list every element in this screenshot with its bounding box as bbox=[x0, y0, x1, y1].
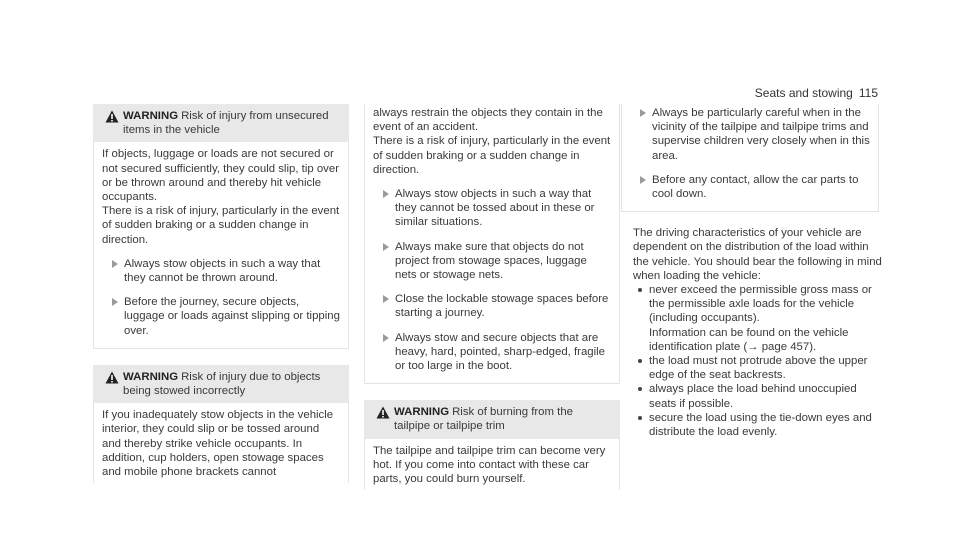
warning-header bbox=[93, 104, 349, 142]
column-2 bbox=[364, 104, 620, 490]
step-item: Before any contact, allow the car parts to cool down. bbox=[630, 173, 870, 201]
warning-body bbox=[93, 403, 349, 483]
warning-title: Risk of injury due to objects being stowed incorrectly bbox=[123, 370, 321, 398]
column-3 bbox=[621, 104, 883, 439]
warning-keyword: WARNING bbox=[394, 406, 450, 419]
warning-continuation bbox=[364, 104, 620, 384]
warning-triangle-icon bbox=[105, 371, 119, 384]
arrow-right-icon bbox=[112, 260, 118, 268]
step-item: Always stow and secure objects that are heavy, hard, pointed, sharp-edged, fragile or too large in the boot. bbox=[373, 331, 611, 374]
loading-info bbox=[621, 226, 883, 439]
step-item: Always stow objects in such a way that they cannot be tossed about in these or similar situations. bbox=[373, 187, 611, 230]
warning-body bbox=[93, 142, 349, 348]
bullet-icon bbox=[638, 387, 642, 391]
section-title: Seats and stowing bbox=[754, 86, 853, 100]
arrow-right-icon bbox=[383, 243, 389, 251]
warning-paragraph: The tailpipe and tailpipe trim can become very hot. If you come into contact with these car parts, you could burn yourself. bbox=[373, 444, 606, 486]
warning-title: Risk of injury from unsecured items in the vehicle bbox=[123, 110, 329, 137]
step-item: Always stow objects in such a way that they cannot be thrown around. bbox=[102, 257, 340, 285]
arrow-right-icon bbox=[112, 298, 118, 306]
arrow-right-icon bbox=[383, 334, 389, 342]
step-item: Before the journey, secure objects, luggage or loads against slipping or tipping over. bbox=[102, 295, 340, 338]
page-number: 115 bbox=[858, 86, 878, 100]
warning-paragraph: always restrain the objects they contain in the event of an accident. bbox=[373, 107, 603, 134]
arrow-right-icon bbox=[383, 190, 389, 198]
list-item: the load must not protrude above the upper edge of the seat backrests. bbox=[633, 354, 883, 382]
list-item: always place the load behind unoccupied seats if possible. bbox=[633, 382, 883, 410]
intro-paragraph: The driving characteristics of your vehicle are dependent on the distribution of the load within the vehicle. You should bear the following in mind when loading the vehicle: bbox=[633, 227, 882, 282]
arrow-right-icon bbox=[640, 176, 646, 184]
warning-paragraph: There is a risk of injury, particularly in the event of sudden braking or a sudden change in direction. bbox=[102, 205, 340, 246]
warning-keyword: WARNING bbox=[123, 110, 179, 122]
step-item: Always make sure that objects do not project from stowage spaces, luggage nets or stowage nets. bbox=[373, 240, 611, 283]
warning-header bbox=[93, 365, 349, 403]
list-item: never exceed the permissible gross mass or the permissible axle loads for the vehicle (including occupants). bbox=[633, 283, 883, 326]
warning-continuation bbox=[621, 104, 879, 212]
warning-paragraph: If you inadequately stow objects in the vehicle interior, they could slip or be tossed around and thereby strike vehicle occupants. In addition, cup holders, open stowage spaces and mobile phone brackets cannot bbox=[102, 409, 334, 479]
bullet-icon bbox=[638, 416, 642, 420]
arrow-right-icon bbox=[383, 295, 389, 303]
warning-title: Risk of burning from the tailpipe or tailpipe trim bbox=[394, 406, 573, 433]
page-header bbox=[755, 86, 878, 100]
warning-box-burning bbox=[364, 400, 620, 490]
warning-triangle-icon bbox=[376, 406, 390, 419]
warning-paragraph: There is a risk of injury, particularly in the event of sudden braking or a sudden change in direction. bbox=[373, 135, 611, 176]
warning-header bbox=[364, 400, 620, 438]
arrow-right-icon bbox=[640, 109, 646, 117]
warning-body bbox=[364, 439, 620, 491]
warning-keyword: WARNING bbox=[123, 370, 179, 383]
list-item: secure the load using the tie-down eyes and distribute the load evenly. bbox=[633, 411, 883, 439]
list-item-note: Information can be found on the vehicle identification plate (→ page 457). bbox=[649, 326, 849, 353]
warning-paragraph: If objects, luggage or loads are not secured or not secured sufficiently, they could slip, tip over or be thrown around and thereby hit vehicle occupants. bbox=[102, 148, 340, 204]
warning-triangle-icon bbox=[105, 110, 119, 123]
step-item: Close the lockable stowage spaces before starting a journey. bbox=[373, 292, 611, 320]
warning-box-unsecured-items bbox=[93, 104, 349, 349]
column-1 bbox=[93, 104, 349, 483]
step-item: Always be particularly careful when in the vicinity of the tailpipe and tailpipe trims and supervise children very closely when in this area. bbox=[630, 106, 870, 163]
bullet-icon bbox=[638, 359, 642, 363]
bullet-icon bbox=[638, 288, 642, 292]
warning-box-stowed-incorrectly bbox=[93, 365, 349, 483]
